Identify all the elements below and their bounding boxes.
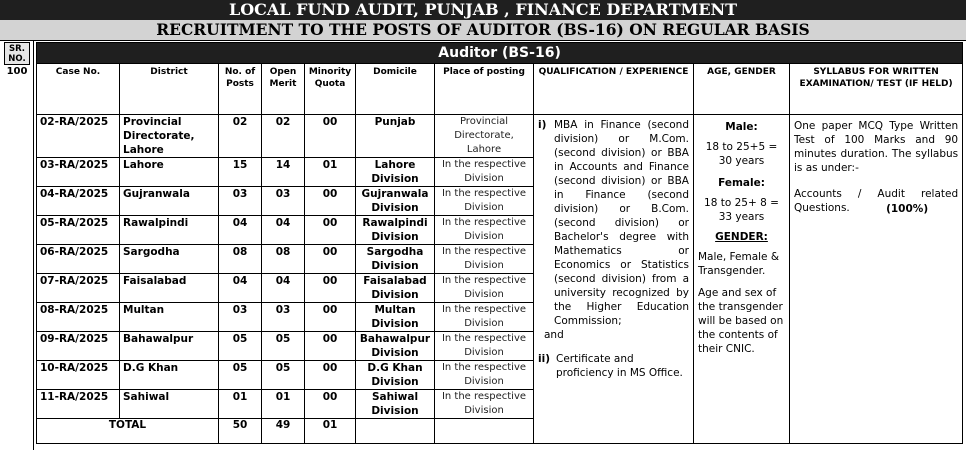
- open-merit: 08: [262, 245, 305, 274]
- total-open-merit: 49: [262, 419, 305, 444]
- female-label: Female:: [718, 177, 765, 189]
- sr-no-label: [4, 42, 30, 65]
- posts: 01: [219, 390, 262, 419]
- sr-label-2: NO.: [8, 54, 26, 64]
- qualification-marker-ii: ii): [538, 353, 550, 365]
- open-merit: 03: [262, 303, 305, 332]
- minority-quota: 00: [305, 361, 356, 390]
- domicile: Sargodha Division: [356, 245, 435, 274]
- syllabus-cell: [790, 115, 963, 444]
- case-no: 09-RA/2025: [37, 332, 120, 361]
- open-merit: 05: [262, 332, 305, 361]
- minority-quota: 00: [305, 216, 356, 245]
- transgender-note: Age and sex of the transgender will be based on the contents of their CNIC.: [698, 287, 784, 355]
- domicile: Sahiwal Division: [356, 390, 435, 419]
- posts: 02: [219, 115, 262, 158]
- sr-no-value: 100: [6, 66, 28, 77]
- open-merit: 04: [262, 216, 305, 245]
- qualification-cell: [534, 115, 694, 444]
- district: Multan: [120, 303, 219, 332]
- minority-quota: 01: [305, 158, 356, 187]
- posts: 04: [219, 274, 262, 303]
- minority-quota: 00: [305, 332, 356, 361]
- col-posts: No. of Posts: [219, 64, 262, 115]
- open-merit: 02: [262, 115, 305, 158]
- minority-quota: 00: [305, 187, 356, 216]
- posts: 15: [219, 158, 262, 187]
- district: Bahawalpur: [120, 332, 219, 361]
- sr-label-1: SR.: [8, 44, 26, 54]
- open-merit: 14: [262, 158, 305, 187]
- place-of-posting: Provincial Directorate, Lahore: [435, 115, 534, 158]
- case-no: 06-RA/2025: [37, 245, 120, 274]
- case-no: 02-RA/2025: [37, 115, 120, 158]
- female-age: 18 to 25+ 8 = 33 years: [704, 197, 779, 223]
- minority-quota: 00: [305, 390, 356, 419]
- case-no: 05-RA/2025: [37, 216, 120, 245]
- minority-quota: 00: [305, 115, 356, 158]
- total-posting-empty: [435, 419, 534, 444]
- gender-value: Male, Female & Transgender.: [698, 251, 780, 277]
- posts: 03: [219, 187, 262, 216]
- district: Faisalabad: [120, 274, 219, 303]
- male-label: Male:: [725, 121, 758, 133]
- domicile: Lahore Division: [356, 158, 435, 187]
- domicile: Rawalpindi Division: [356, 216, 435, 245]
- open-merit: 05: [262, 361, 305, 390]
- case-no: 08-RA/2025: [37, 303, 120, 332]
- male-age: 18 to 25+5 = 30 years: [705, 141, 778, 167]
- place-of-posting: In the respective Division: [435, 158, 534, 187]
- syllabus-subject: Accounts / Audit related Questions.: [794, 188, 959, 214]
- case-no: 04-RA/2025: [37, 187, 120, 216]
- domicile: Faisalabad Division: [356, 274, 435, 303]
- minority-quota: 00: [305, 303, 356, 332]
- domicile: Gujranwala Division: [356, 187, 435, 216]
- recruitment-table: [36, 42, 963, 444]
- district: D.G Khan: [120, 361, 219, 390]
- age-gender-cell: [694, 115, 790, 444]
- total-minority-quota: 01: [305, 419, 356, 444]
- col-qualification: QUALIFICATION / EXPERIENCE: [534, 64, 694, 115]
- recruitment-header: RECRUITMENT TO THE POSTS OF AUDITOR (BS-16) ON REGULAR BASIS: [0, 20, 966, 41]
- syllabus-text: One paper MCQ Type Written Test of 100 Marks and 90 minutes duration. The syllabus is as under:-: [794, 120, 959, 174]
- place-of-posting: In the respective Division: [435, 390, 534, 419]
- col-syllabus: SYLLABUS FOR WRITTEN EXAMINATION/ TEST (IF HELD): [790, 64, 963, 115]
- place-of-posting: In the respective Division: [435, 274, 534, 303]
- district: Provincial Directorate, Lahore: [120, 115, 219, 158]
- place-of-posting: In the respective Division: [435, 332, 534, 361]
- total-posts: 50: [219, 419, 262, 444]
- open-merit: 03: [262, 187, 305, 216]
- case-no: 07-RA/2025: [37, 274, 120, 303]
- col-minority-quota: Minority Quota: [305, 64, 356, 115]
- minority-quota: 00: [305, 245, 356, 274]
- posts: 04: [219, 216, 262, 245]
- domicile: Bahawalpur Division: [356, 332, 435, 361]
- case-no: 03-RA/2025: [37, 158, 120, 187]
- posts: 03: [219, 303, 262, 332]
- district: Sahiwal: [120, 390, 219, 419]
- place-of-posting: In the respective Division: [435, 361, 534, 390]
- district: Gujranwala: [120, 187, 219, 216]
- domicile: D.G Khan Division: [356, 361, 435, 390]
- place-of-posting: In the respective Division: [435, 303, 534, 332]
- col-district: District: [120, 64, 219, 115]
- table-row: [37, 115, 963, 158]
- col-domicile: Domicile: [356, 64, 435, 115]
- minority-quota: 00: [305, 274, 356, 303]
- left-divider: [33, 41, 34, 450]
- posts: 05: [219, 361, 262, 390]
- qualification-marker-i: i): [538, 119, 547, 131]
- total-label: TOTAL: [37, 419, 219, 444]
- column-header-row: [37, 64, 963, 115]
- posts: 08: [219, 245, 262, 274]
- place-of-posting: In the respective Division: [435, 245, 534, 274]
- table-title-row: [37, 43, 963, 64]
- qualification-ii-text: Certificate and proficiency in MS Office.: [556, 353, 683, 379]
- district: Lahore: [120, 158, 219, 187]
- department-header: LOCAL FUND AUDIT, PUNJAB , FINANCE DEPARTMENT: [0, 0, 966, 20]
- qualification-i-text: MBA in Finance (second division) or M.Com. (second division) or BBA in Accounts and Finance (second division) or BBA in Finance (second division) or B.Com. (second division) or Bachelor's degree with Mathematics or Economics or Statistics (second division) from a university recognized by the Higher Education Commission;: [554, 119, 689, 327]
- case-no: 11-RA/2025: [37, 390, 120, 419]
- case-no: 10-RA/2025: [37, 361, 120, 390]
- district: Rawalpindi: [120, 216, 219, 245]
- recruitment-table-wrapper: [36, 42, 963, 444]
- domicile: Multan Division: [356, 303, 435, 332]
- total-domicile-empty: [356, 419, 435, 444]
- open-merit: 04: [262, 274, 305, 303]
- col-case-no: Case No.: [37, 64, 120, 115]
- col-age-gender: AGE, GENDER: [694, 64, 790, 115]
- col-open-merit: Open Merit: [262, 64, 305, 115]
- place-of-posting: In the respective Division: [435, 187, 534, 216]
- gender-label: GENDER:: [715, 231, 768, 243]
- qualification-and: and: [544, 329, 564, 341]
- syllabus-weight: (100%): [886, 203, 929, 215]
- posts: 05: [219, 332, 262, 361]
- open-merit: 01: [262, 390, 305, 419]
- district: Sargodha: [120, 245, 219, 274]
- place-of-posting: In the respective Division: [435, 216, 534, 245]
- domicile: Punjab: [356, 115, 435, 158]
- col-place-of-posting: Place of posting: [435, 64, 534, 115]
- table-title: Auditor (BS-16): [37, 43, 963, 64]
